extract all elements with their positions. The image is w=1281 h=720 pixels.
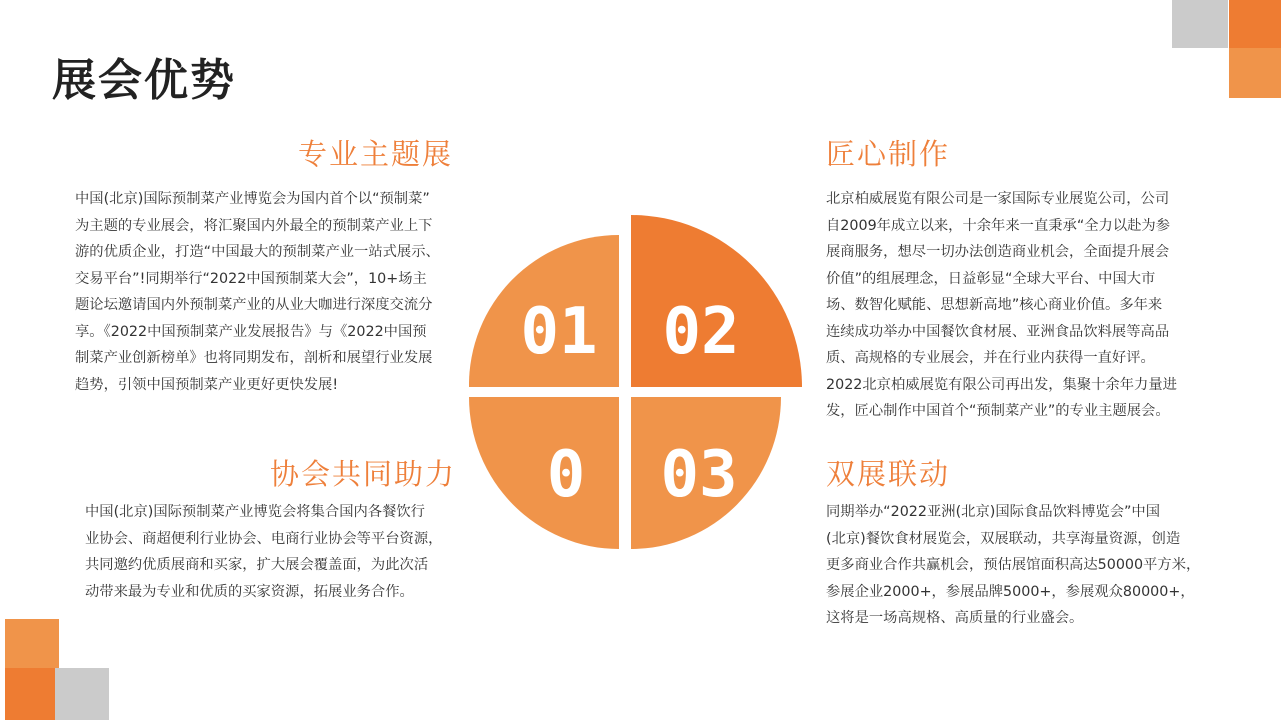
text-line: 同期举办“2022亚洲(北京)国际食品饮料博览会”中国 [826, 504, 1160, 520]
text-line: (北京)餐饮食材展览会，双展联动，共享海量资源，创造 [826, 530, 1181, 547]
text-line: 质、高规格的专业展会，并在行业内获得一直好评。 [826, 350, 1155, 366]
corner-block-orange-top [1229, 0, 1281, 48]
section-body-dual-exhibition [826, 499, 1206, 632]
corner-block-gray-bottom [55, 668, 109, 720]
text-line: 中国(北京)国际预制菜产业博览会为国内首个以“预制菜” [75, 191, 430, 207]
text-line: 动带来最为专业和优质的买家资源，拓展业务合作。 [85, 583, 414, 600]
text-line: 2022北京柏威展览有限公司再出发，集聚十余年力量进 [826, 376, 1177, 393]
text-line: 交易平台”!同期举行“2022中国预制菜大会”，10+场主 [75, 270, 427, 287]
section-title-dual-exhibition: 双展联动 [826, 457, 951, 491]
text-line: 场、数智化赋能、思想新高地”核心商业价值。多年来 [826, 297, 1163, 313]
section-title-craftsmanship: 匠心制作 [826, 137, 951, 171]
corner-block-gray-top [1172, 0, 1228, 48]
text-line: 为主题的专业展会，将汇聚国内外最全的预制菜产业上下 [75, 217, 433, 234]
text-line: 参展企业2000+，参展品牌5000+，参展观众80000+， [826, 583, 1195, 600]
section-body-craftsmanship [826, 186, 1196, 425]
text-line: 游的优质企业，打造“中国最大的预制菜产业一站式展示、 [75, 244, 440, 260]
corner-block-orange-light-bottom [5, 619, 59, 668]
text-line: 制菜产业创新榜单》也将同期发布，剖析和展望行业发展 [75, 350, 433, 366]
text-line: 发，匠心制作中国首个“预制菜产业”的专业主题展会。 [826, 403, 1170, 419]
quadrant-01-number: 01 [520, 295, 598, 369]
text-line: 连续成功举办中国餐饮食材展、亚洲食品饮料展等高品 [826, 323, 1170, 340]
section-body-association-support [85, 499, 455, 605]
corner-block-orange-light-top [1229, 48, 1281, 98]
text-line: 更多商业合作共赢机会，预估展馆面积高达50000平方米， [826, 557, 1201, 573]
text-line: 中国(北京)国际预制菜产业博览会将集合国内各餐饮行 [85, 504, 425, 520]
text-line: 展商服务，想尽一切办法创造商业机会，全面提升展会 [826, 244, 1170, 260]
text-line: 自2009年成立以来，十余年来一直秉承“全力以赴为参 [826, 217, 1171, 234]
quadrant-04-number: 0 [546, 438, 586, 512]
text-line: 享。《2022中国预制菜产业发展报告》与《2022中国预 [75, 323, 427, 340]
text-line: 业协会、商超便利行业协会、电商行业协会等平台资源， [85, 530, 443, 547]
quadrant-graphic [469, 215, 804, 550]
page-title: 展会优势 [52, 55, 236, 106]
text-line: 题论坛邀请国内外预制菜产业的从业大咖进行深度交流分 [75, 297, 433, 313]
section-title-professional-theme: 专业主题展 [298, 137, 454, 171]
section-body-professional-theme [75, 186, 455, 398]
text-line: 共同邀约优质展商和买家，扩大展会覆盖面，为此次活 [85, 557, 429, 573]
quadrant-04 [469, 397, 619, 549]
quadrant-02-number: 02 [662, 295, 740, 369]
text-line: 这将是一场高规格、高质量的行业盛会。 [826, 610, 1084, 626]
quadrant-03-number: 03 [660, 438, 738, 512]
text-line: 北京柏威展览有限公司是一家国际专业展览公司，公司 [826, 191, 1170, 207]
text-line: 趋势，引领中国预制菜产业更好更快发展! [75, 376, 339, 393]
section-title-association-support: 协会共同助力 [270, 457, 457, 491]
corner-block-orange-bottom [5, 668, 55, 720]
text-line: 价值”的组展理念，日益彰显“全球大平台、中国大市 [826, 270, 1156, 287]
